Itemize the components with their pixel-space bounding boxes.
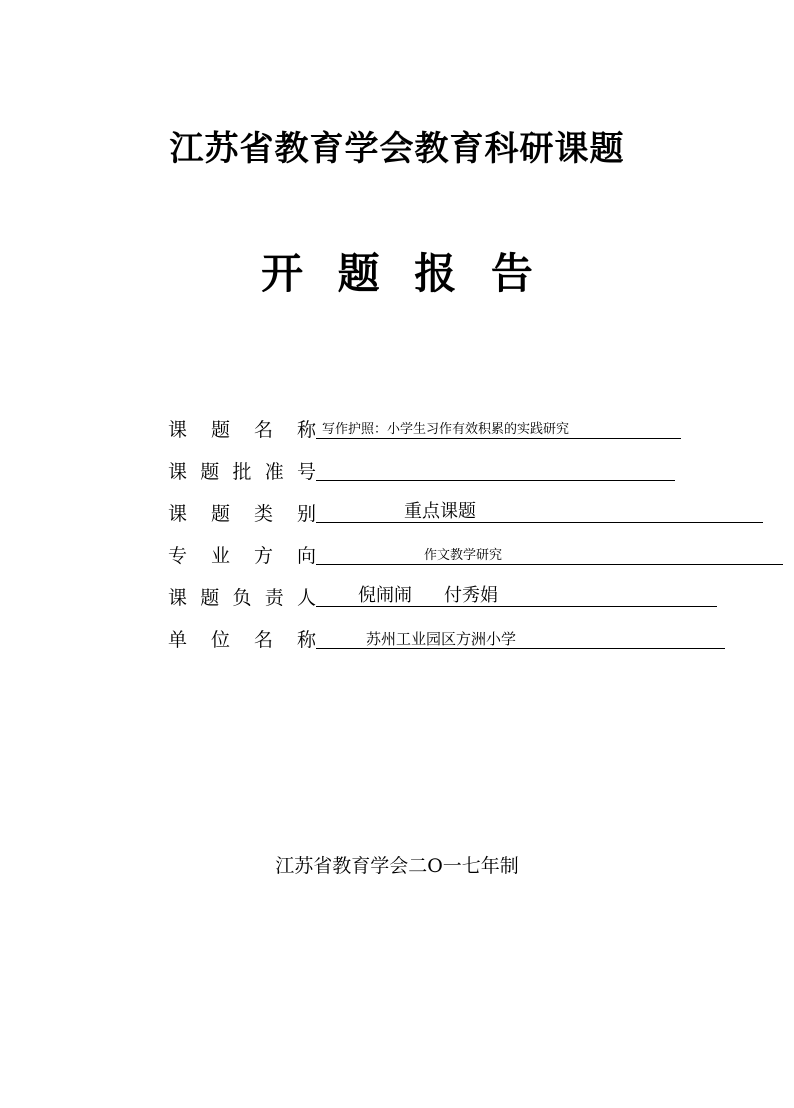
form-row-topic-name bbox=[168, 414, 675, 456]
label-char: 课 bbox=[168, 418, 188, 441]
label-char: 业 bbox=[210, 544, 230, 567]
approval-number-value bbox=[316, 456, 675, 481]
owner-name-1: 倪闹闹 bbox=[358, 585, 412, 606]
label-char: 名 bbox=[253, 628, 273, 651]
label-char: 专 bbox=[168, 544, 188, 567]
label-char: 人 bbox=[296, 586, 316, 609]
label-char: 单 bbox=[168, 628, 188, 651]
label-char: 题 bbox=[200, 586, 220, 609]
label-char: 号 bbox=[296, 460, 316, 483]
unit-value: 苏州工业园区方洲小学 bbox=[316, 624, 725, 649]
label-char: 批 bbox=[232, 460, 252, 483]
label-char: 题 bbox=[210, 418, 230, 441]
form-row-owner bbox=[168, 582, 675, 624]
cover-form bbox=[168, 414, 675, 666]
label-char: 课 bbox=[168, 586, 188, 609]
topic-name-value: 写作护照：小学生习作有效积累的实践研究 bbox=[316, 414, 681, 439]
label-char: 课 bbox=[168, 460, 188, 483]
form-row-approval-number bbox=[168, 456, 675, 498]
label-char: 称 bbox=[296, 418, 316, 441]
label-char: 名 bbox=[253, 418, 273, 441]
label-owner bbox=[168, 582, 316, 610]
report-title: 开 题 报 告 bbox=[261, 249, 533, 298]
form-row-category bbox=[168, 498, 675, 540]
footer-issuer: 江苏省教育学会二O一七年制 bbox=[275, 855, 519, 877]
owner-name-2: 付秀娟 bbox=[444, 585, 498, 606]
label-char: 题 bbox=[200, 460, 220, 483]
label-char: 类 bbox=[253, 502, 273, 525]
label-char: 位 bbox=[210, 628, 230, 651]
owner-value bbox=[316, 582, 717, 607]
category-value: 重点课题 bbox=[316, 498, 763, 523]
label-approval-number bbox=[168, 456, 316, 484]
label-char: 课 bbox=[168, 502, 188, 525]
label-unit bbox=[168, 624, 316, 652]
label-char: 题 bbox=[210, 502, 230, 525]
document-title: 江苏省教育学会教育科研课题 bbox=[169, 129, 625, 169]
label-char: 负 bbox=[232, 586, 252, 609]
label-char: 责 bbox=[264, 586, 284, 609]
label-char: 别 bbox=[296, 502, 316, 525]
label-char: 方 bbox=[253, 544, 273, 567]
label-topic-name bbox=[168, 414, 316, 442]
label-char: 称 bbox=[296, 628, 316, 651]
label-category bbox=[168, 498, 316, 526]
field-value: 作文教学研究 bbox=[316, 540, 783, 565]
label-char: 向 bbox=[296, 544, 316, 567]
form-row-unit bbox=[168, 624, 675, 666]
label-char: 准 bbox=[264, 460, 284, 483]
label-field bbox=[168, 540, 316, 568]
form-row-field bbox=[168, 540, 675, 582]
